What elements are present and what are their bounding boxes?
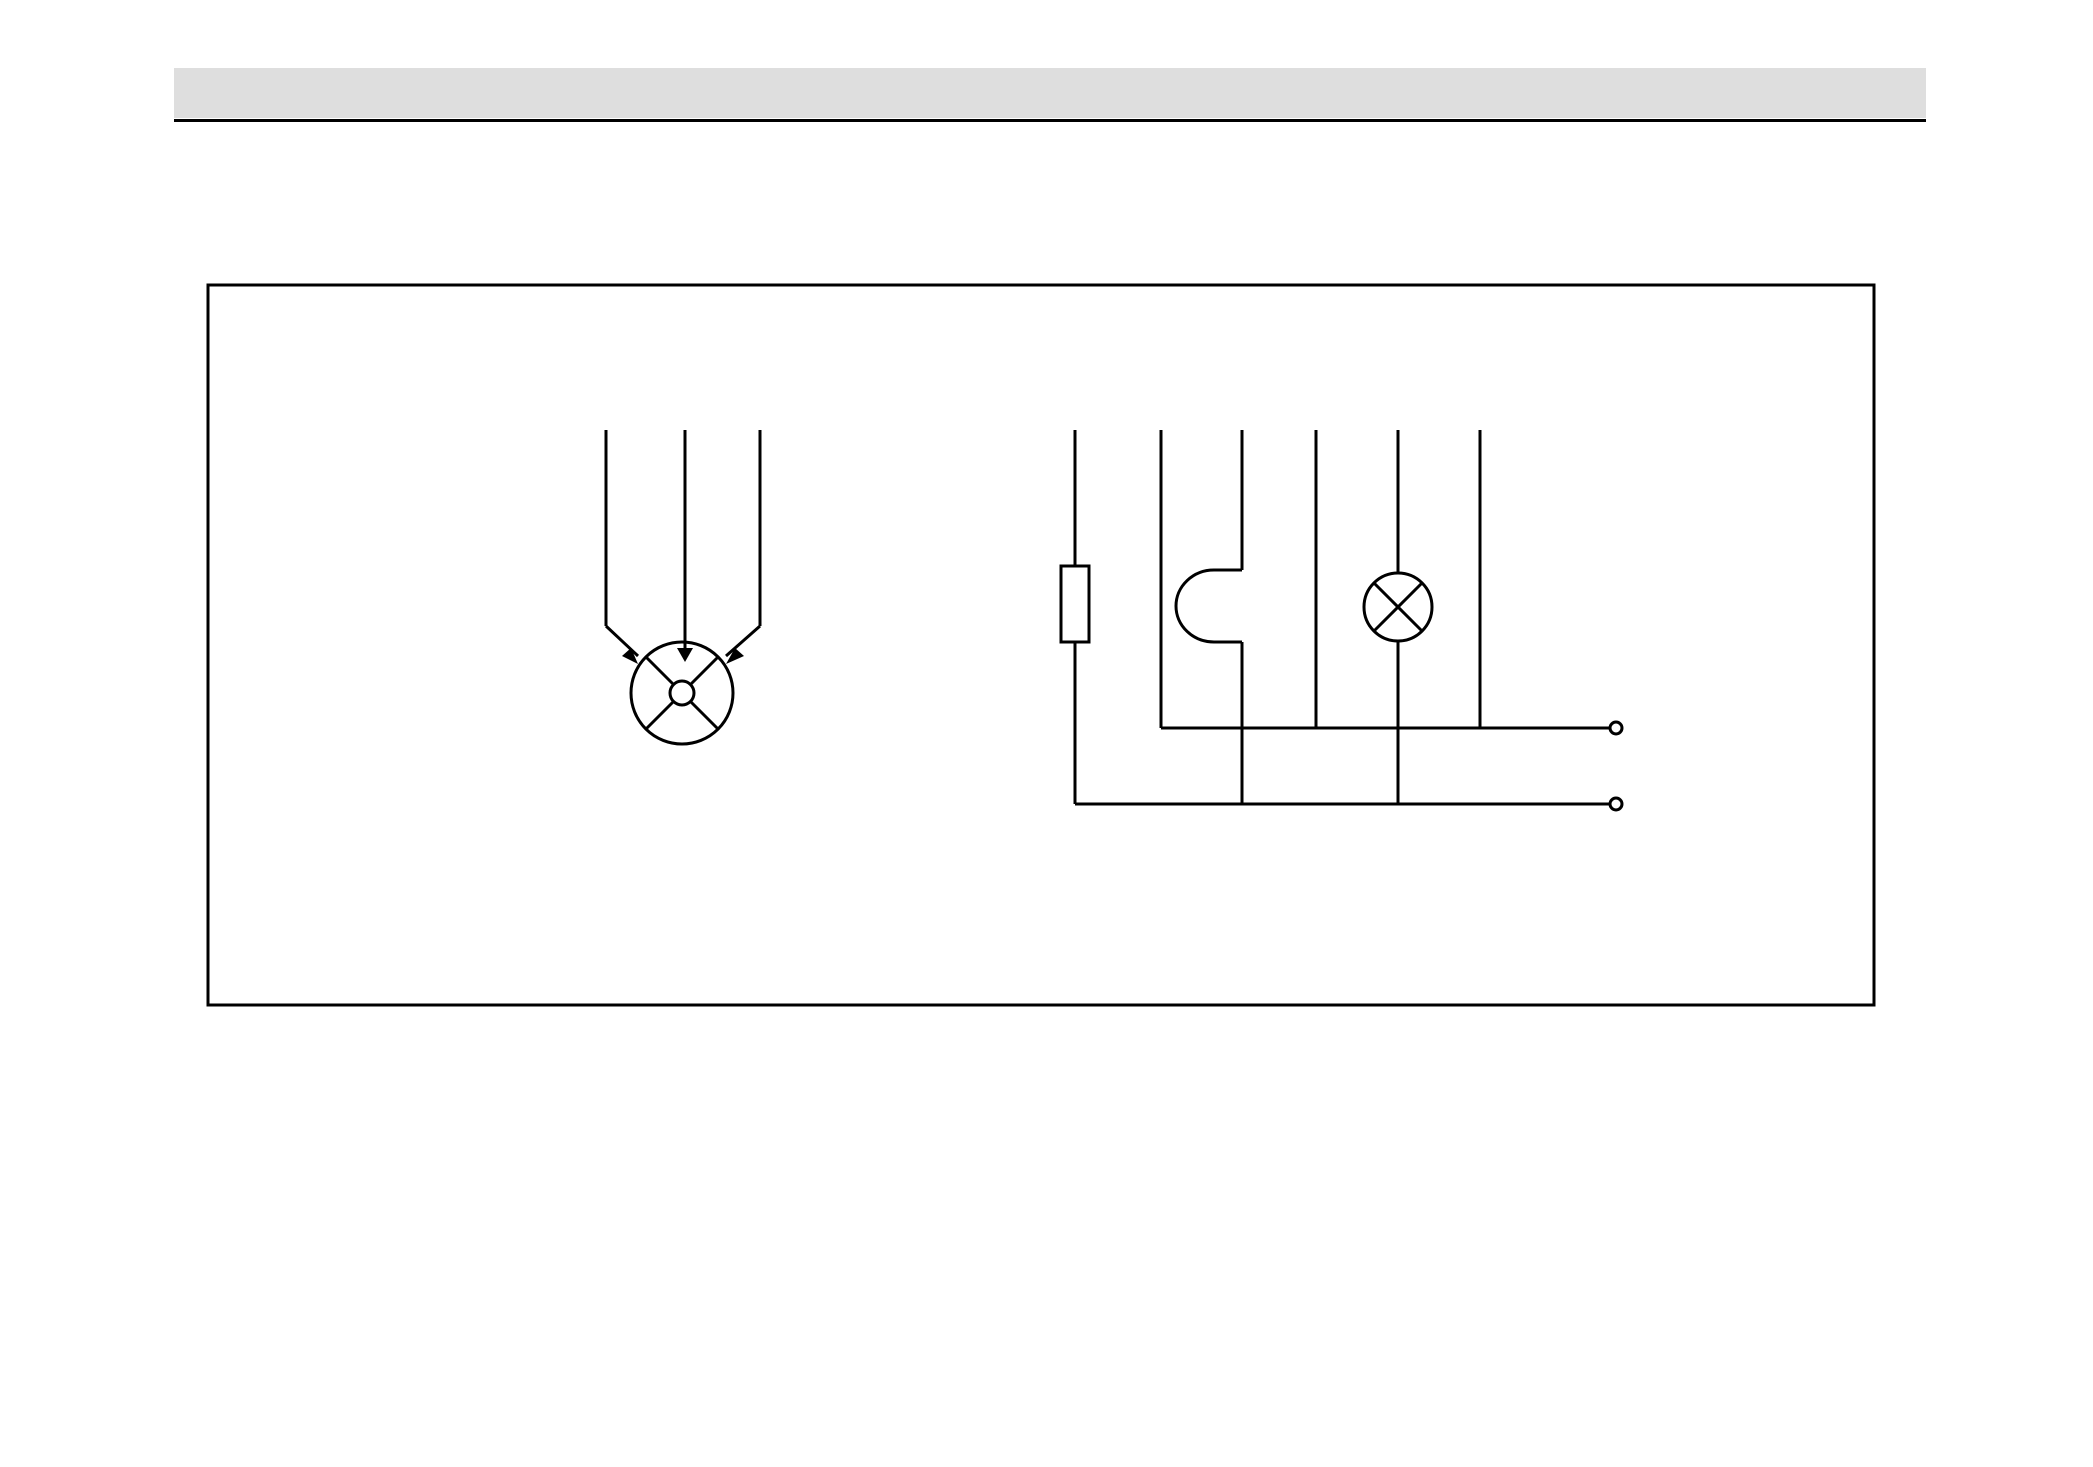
trip-coil-icon [1061, 566, 1089, 642]
fan-motor-icon [631, 642, 733, 744]
alarm-buzzer-icon [1176, 570, 1242, 642]
relay-wiring [1075, 430, 1622, 810]
fan-wiring [606, 430, 760, 656]
diagram-frame [208, 285, 1874, 1005]
indicator-lamp-icon [1364, 573, 1432, 641]
